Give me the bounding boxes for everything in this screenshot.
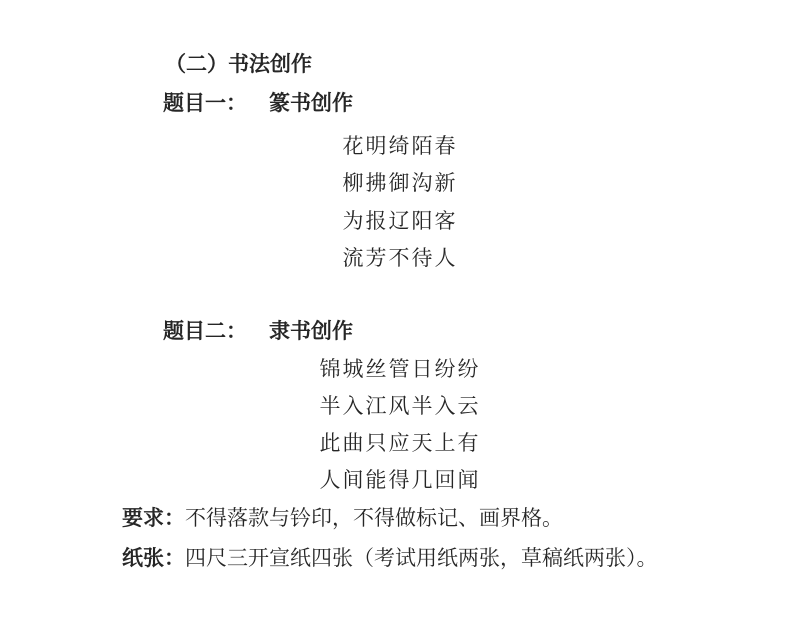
poem1-line-4: 流芳不待人 (342, 246, 458, 270)
paper-label: 纸张： (122, 546, 185, 570)
requirements-label: 要求： (122, 506, 185, 530)
topic1-title: 篆书创作 (269, 91, 353, 115)
requirements-line (122, 505, 563, 532)
poem1-line-3: 为报辽阳客 (342, 209, 458, 233)
topic1-label: 题目一： (163, 91, 247, 115)
paper-text: 四尺三开宣纸四张（考试用纸两张，草稿纸两张）。 (185, 546, 658, 570)
topic2-heading (163, 318, 353, 345)
poem2-line-1: 锦城丝管日纷纷 (319, 357, 481, 381)
requirements-text: 不得落款与钤印，不得做标记、画界格。 (185, 506, 563, 530)
poem2-line-3: 此曲只应天上有 (319, 431, 481, 455)
poem2-line-2: 半入江风半入云 (319, 394, 481, 418)
poem1-line-2: 柳拂御沟新 (342, 171, 458, 195)
topic2-label: 题目二： (163, 319, 247, 343)
section-heading: （二）书法创作 (165, 52, 312, 76)
poem1-line-1: 花明绮陌春 (342, 134, 458, 158)
topic2-title: 隶书创作 (269, 319, 353, 343)
poem2-line-4: 人间能得几回闻 (319, 468, 481, 492)
paper-line (122, 545, 658, 572)
topic1-heading (163, 90, 353, 117)
